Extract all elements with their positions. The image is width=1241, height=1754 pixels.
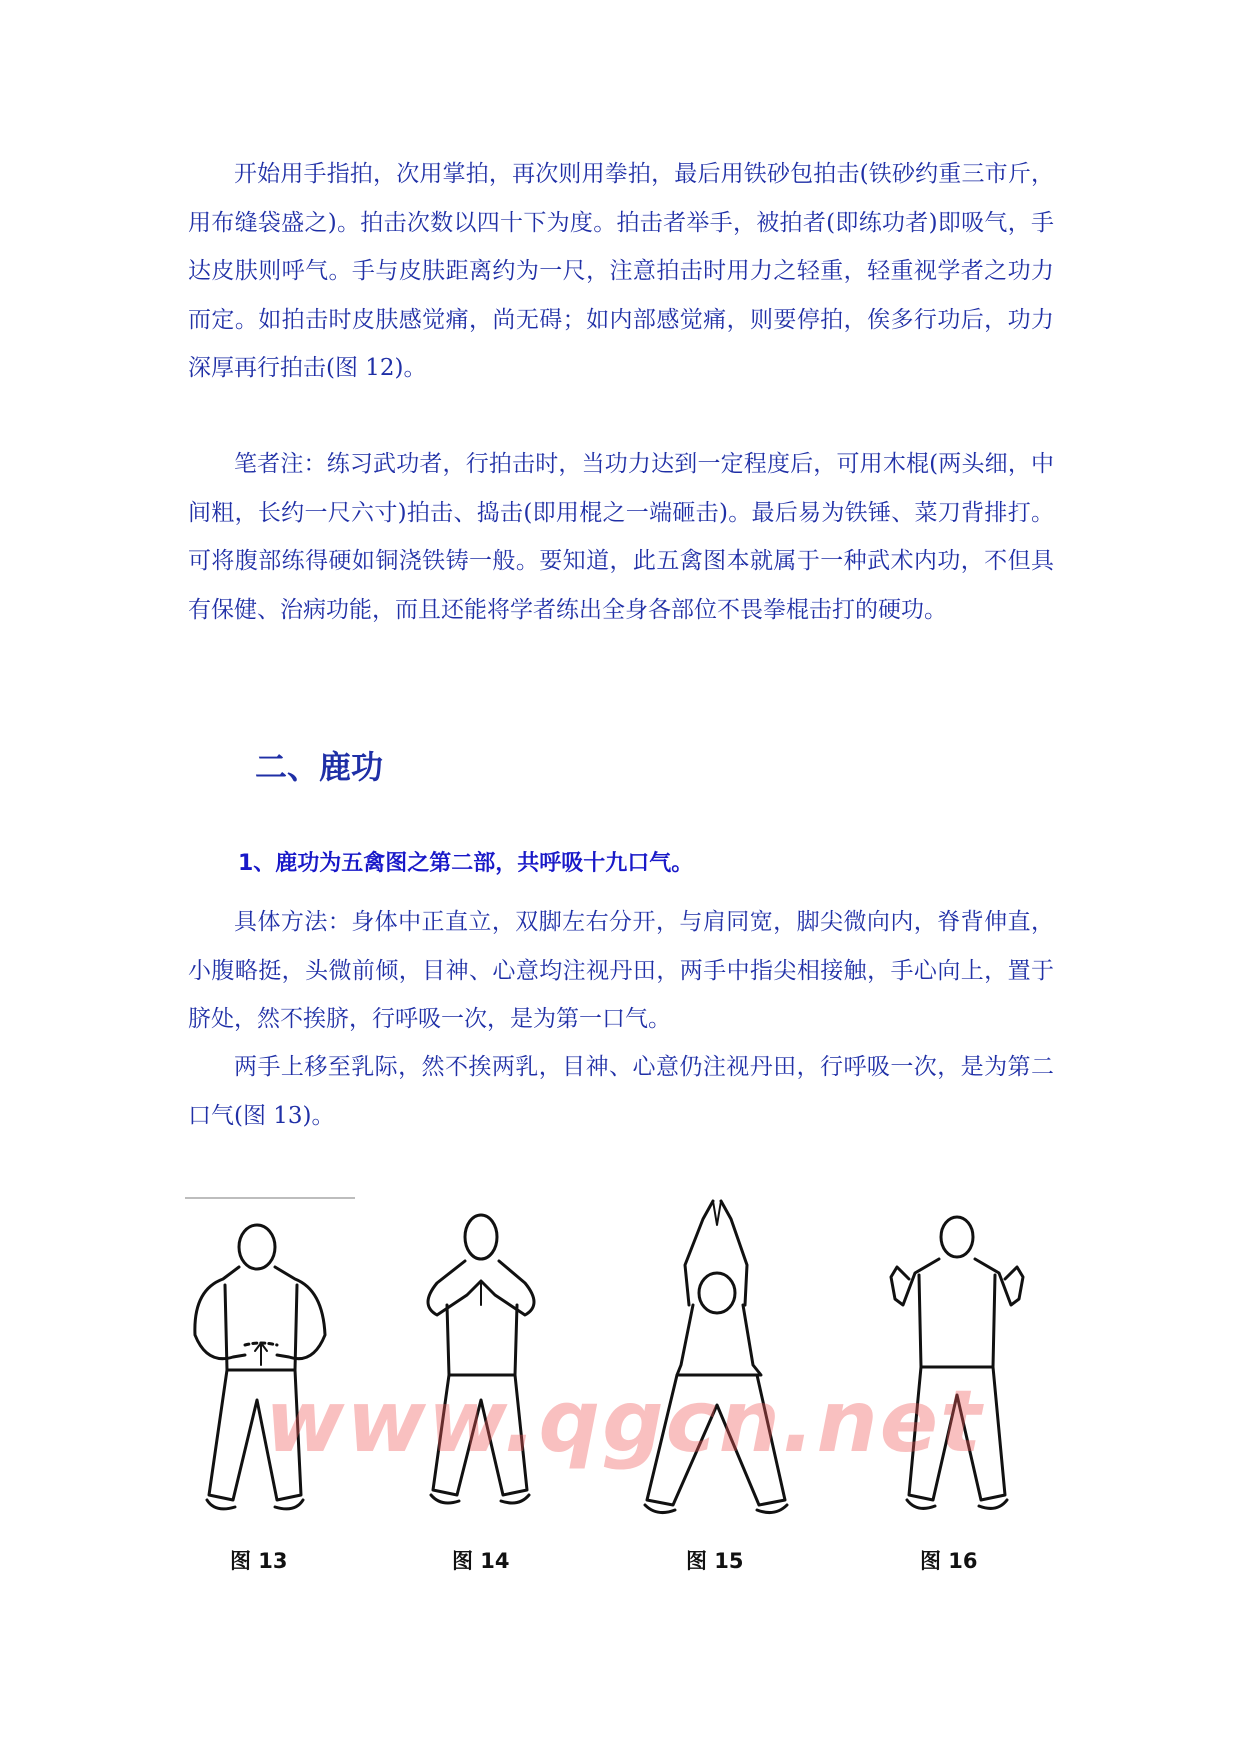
- paragraph-method-details: 具体方法：身体中正直立，双脚左右分开，与肩同宽，脚尖微向内，脊背伸直，小腹略挺，头微前倾，目神、心意均注视丹田，两手中指尖相接触，手心向上，置于脐处，然不挨脐，行呼吸一次，是为第一口气。: [188, 909, 1054, 1032]
- figure-16-caption: 图 16: [920, 1549, 978, 1573]
- figure-15-illustration: [641, 1195, 821, 1535]
- figure-15-caption: 图 15: [686, 1549, 744, 1573]
- figure-13-caption: 图 13: [230, 1549, 288, 1573]
- paragraph-patting-method: 开始用手指拍，次用掌拍，再次则用拳拍，最后用铁砂包拍击(铁砂约重三市斤，用布缝袋盛之)。拍击次数以四十下为度。拍击者举手，被拍者(即练功者)即吸气，手达皮肤则呼气。手与皮肤距离约为一尺，注意拍击时用力之轻重，轻重视学者之功力而定。如拍击时皮肤感觉痛，尚无碍；如内部感觉痛，则要停拍，俟多行功后，功力深厚再行拍击(图 12)。: [188, 161, 1054, 381]
- figure-16-illustration: [875, 1195, 1055, 1535]
- figure-14-caption: 图 14: [452, 1549, 510, 1573]
- paragraph-author-note: 笔者注：练习武功者，行拍击时，当功力达到一定程度后，可用木棍(两头细，中间粗，长约一尺六寸)拍击、捣击(即用棍之一端砸击)。最后易为铁锤、菜刀背排打。可将腹部练得硬如铜浇铁铸一般。要知道，此五禽图本就属于一种武术内功，不但具有保健、治病功能，而且还能将学者练出全身各部位不畏拳棍击打的硬功。: [188, 451, 1054, 623]
- figure-13-illustration: [185, 1195, 365, 1535]
- watermark: www.qgcn.net: [265, 1372, 984, 1472]
- paragraph-second-breath: 两手上移至乳际，然不挨两乳，目神、心意仍注视丹田，行呼吸一次，是为第二口气(图 13)。: [188, 1054, 1054, 1129]
- section-heading: 二、鹿功: [255, 748, 384, 786]
- figure-14-illustration: [407, 1195, 587, 1535]
- subheading: 1、鹿功为五禽图之第二部，共呼吸十九口气。: [238, 851, 694, 876]
